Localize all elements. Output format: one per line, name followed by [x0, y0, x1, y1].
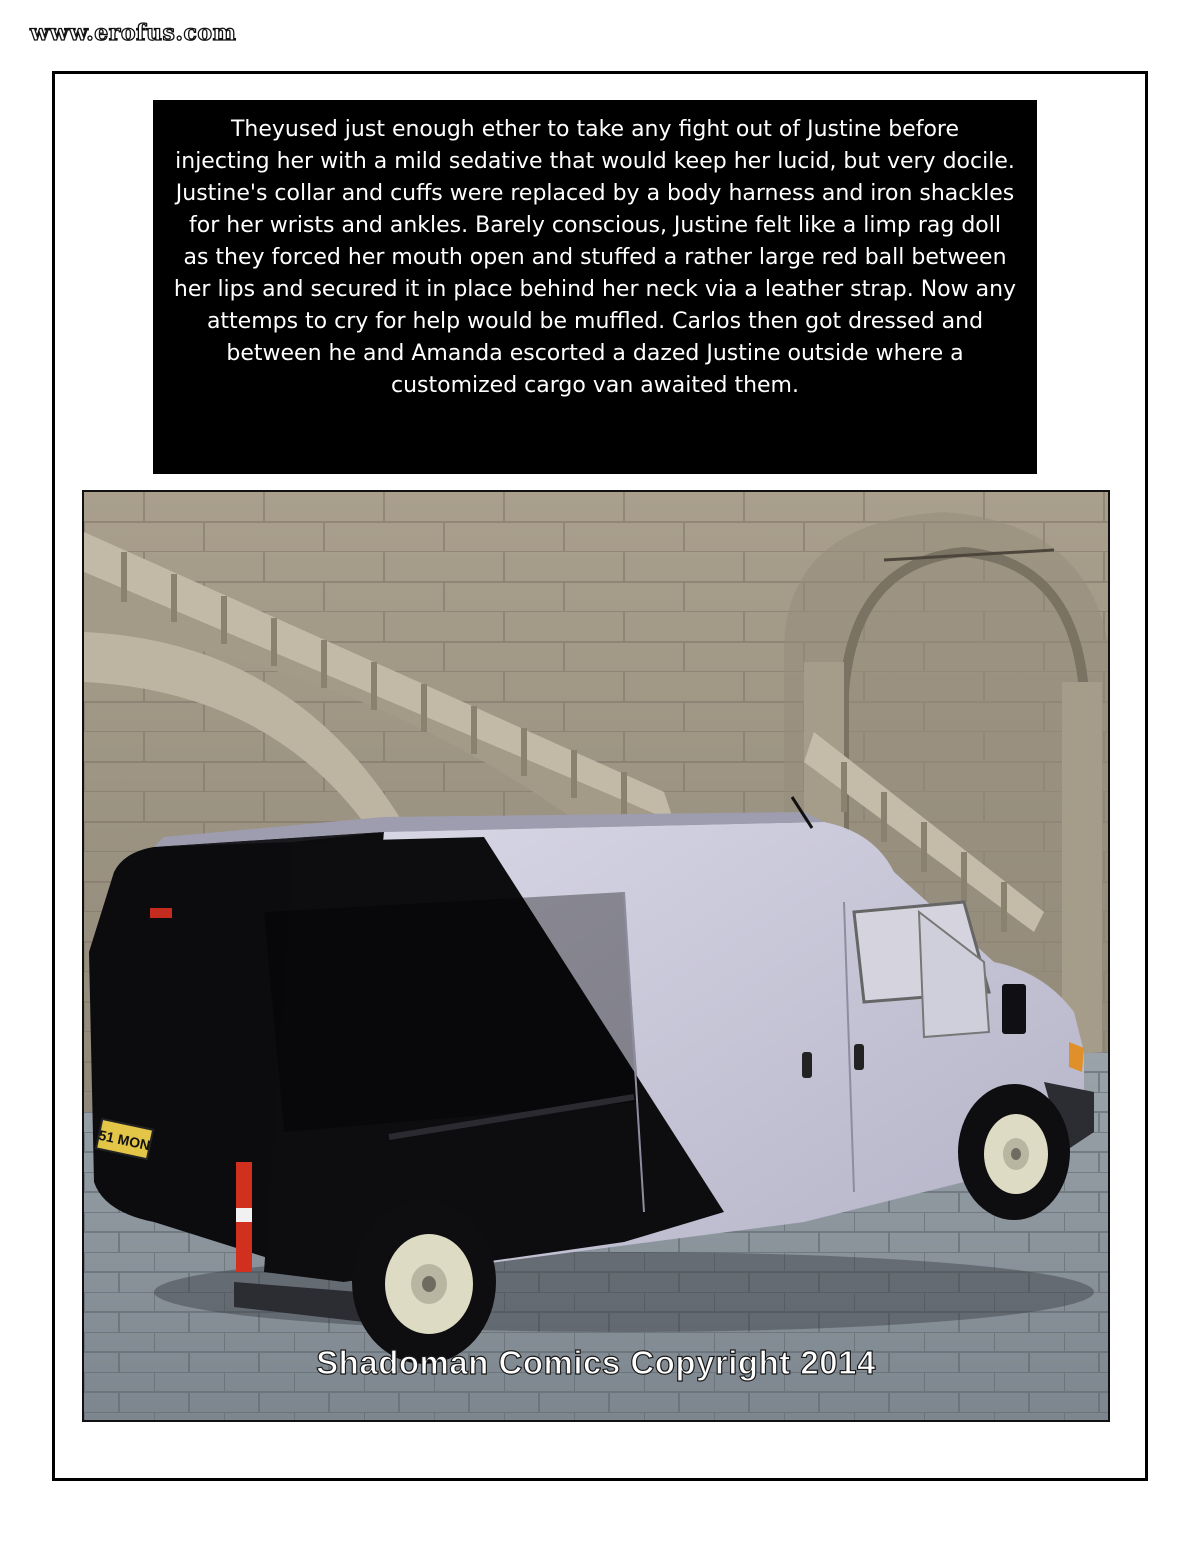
front-wheel [958, 1084, 1070, 1220]
caption-line: between he and Amanda escorted a dazed Justine outside where a [226, 341, 964, 366]
side-mirror [1002, 984, 1026, 1034]
narration-caption [153, 100, 1037, 474]
copyright-notice: Shadoman Comics Copyright 2014 [316, 1344, 876, 1381]
site-watermark: www.erofus.com [30, 20, 237, 46]
caption-line: attemps to cry for help would be muffled. Carlos then got dressed and [206, 309, 984, 334]
caption-line: as they forced her mouth open and stuffed a rather large red ball between [183, 245, 1007, 270]
caption-line: injecting her with a mild sedative that would keep her lucid, but very docile. [175, 149, 1015, 174]
caption-line: Theyused just enough ether to take any fight out of Justine before [230, 117, 960, 142]
license-plate-text: 51 MON [97, 1126, 152, 1154]
caption-line: Justine's collar and cuffs were replaced by a body harness and iron shackles [175, 181, 1015, 206]
caption-line: for her wrists and ankles. Barely conscious, Justine felt like a limp rag doll [189, 213, 1001, 238]
rear-wheel [352, 1200, 496, 1364]
caption-line: customized cargo van awaited them. [391, 373, 799, 398]
caption-line: her lips and secured it in place behind her neck via a leather strap. Now any [173, 277, 1017, 302]
comic-panel [82, 490, 1110, 1422]
van-scene-illustration [84, 492, 1108, 1420]
